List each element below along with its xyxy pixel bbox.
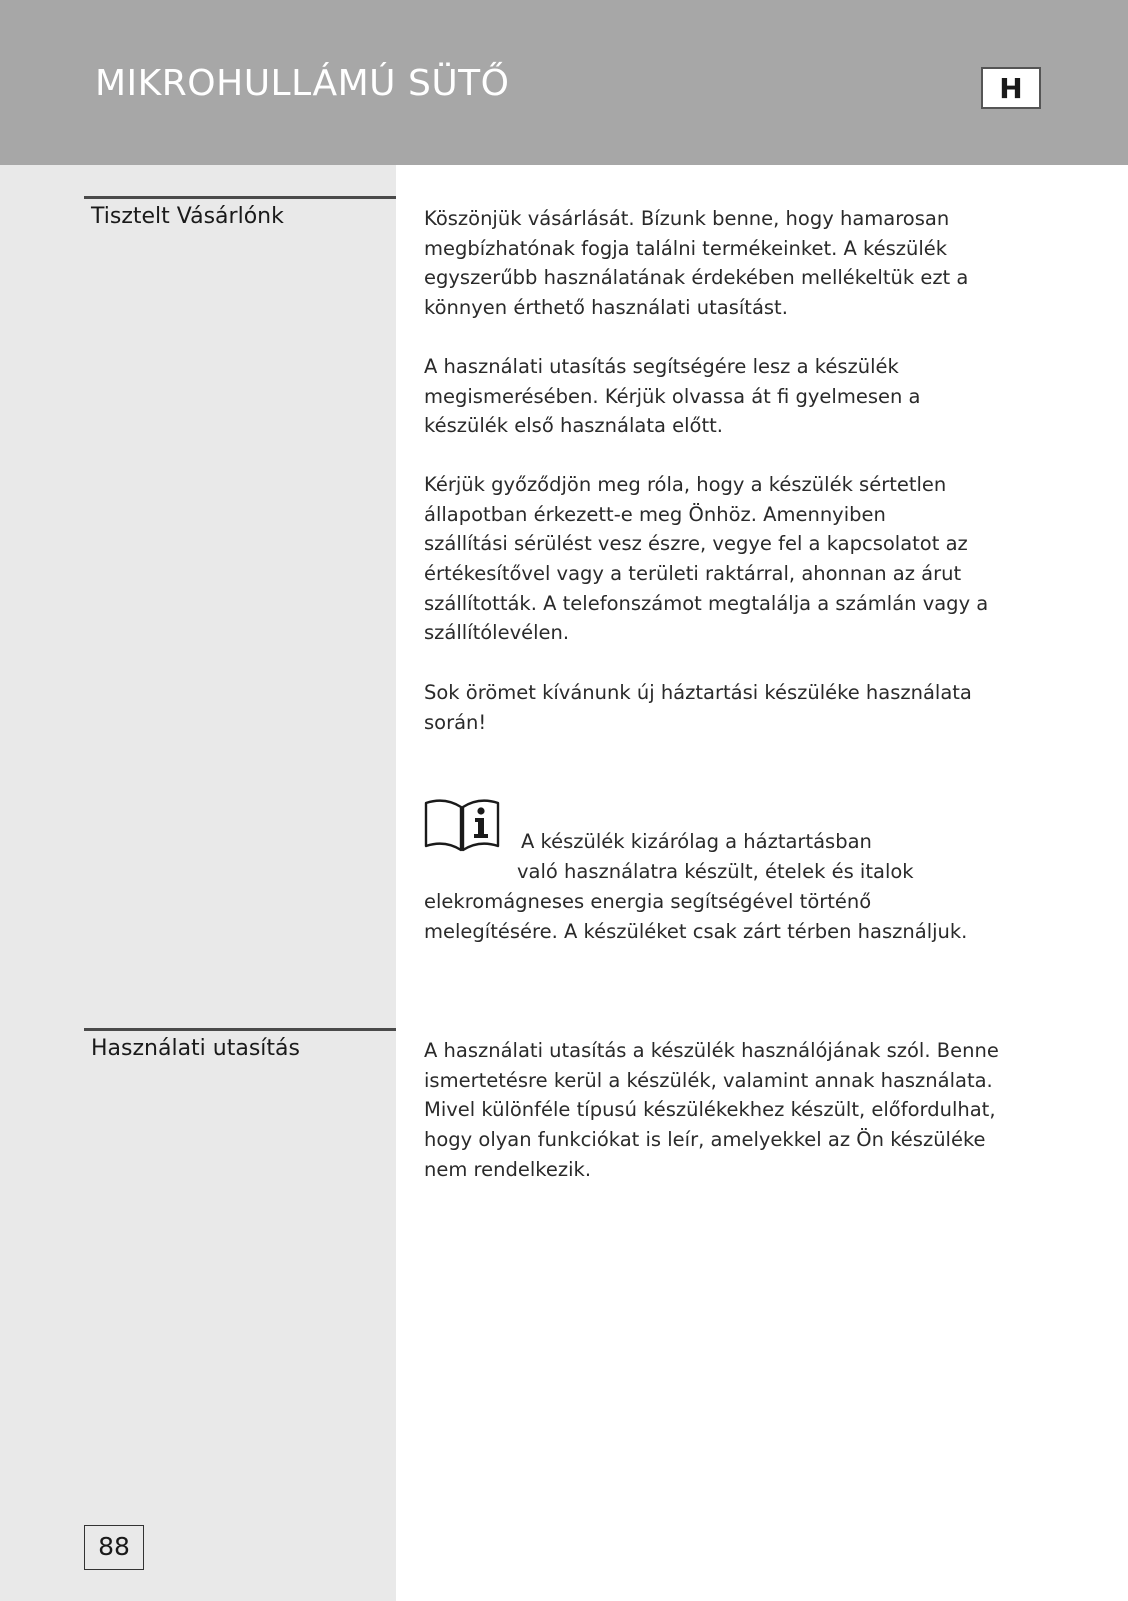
text-line: Mivel különféle típusú készülékekhez készült, előfordulhat, [424,1098,996,1122]
paragraph-thanks [424,204,1054,323]
text-line: könnyen érthető használati utasítást. [424,296,788,320]
text-line: ismertetésre kerül a készülék, valamint annak használata. [424,1068,993,1092]
section-heading-user-manual: Használati utasítás [91,1036,300,1061]
text-line: szállítólevélen. [424,621,570,645]
paragraph-manual-help [424,352,1054,441]
info-book-icon [424,798,500,854]
page-title: MIKROHULLÁMÚ SÜTŐ [95,63,510,104]
text-line: állapotban érkezett-e meg Önhöz. Amennyiben [424,502,886,526]
info-note-line: melegítésére. A készüléket csak zárt térben használjuk. [424,920,968,943]
section-heading-dear-customer: Tisztelt Vásárlónk [91,204,284,229]
side-panel [0,165,396,1601]
text-line: nem rendelkezik. [424,1157,592,1181]
info-note-line: A készülék kizárólag a háztartásban [521,830,872,853]
text-line: A használati utasítás segítségére lesz a készülék [424,355,899,378]
text-line: megismerésében. Kérjük olvassa át fi gyelmesen a [424,384,921,408]
language-badge: H [981,67,1041,109]
text-line: Sok örömet kívánunk új háztartási készüléke használata [424,681,972,704]
text-line: megbízhatónak fogja találni termékeinket. A készülék [424,236,948,260]
text-line: szállítási sérülést vesz észre, vegye fel a kapcsolatot az [424,532,968,556]
text-line: egyszerűbb használatának érdekében mellékeltük ezt a [424,266,969,290]
text-line: értékesítővel vagy a területi raktárral, ahonnan az árut [424,562,962,586]
paragraph-wishes [424,678,1054,737]
text-line: A használati utasítás a készülék használójának szól. Benne [424,1039,999,1062]
info-note-line: való használatra készült, ételek és italok [517,860,914,883]
section-divider [84,1028,396,1031]
text-line: hogy olyan funkciókat is leír, amelyekkel az Ön készüléke [424,1128,986,1152]
text-line: Köszönjük vásárlását. Bízunk benne, hogy hamarosan [424,207,950,230]
info-note-line: elekromágneses energia segítségével történő [424,890,872,913]
page-header [0,0,1128,165]
page-number: 88 [84,1525,144,1570]
text-line: Kérjük győződjön meg róla, hogy a készülék sértetlen [424,473,947,496]
text-line: készülék első használata előtt. [424,414,723,438]
paragraph-check-delivery [424,470,1054,648]
paragraph-manual-scope [424,1036,1054,1184]
text-line: során! [424,710,487,734]
section-divider [84,196,396,199]
text-line: szállították. A telefonszámot megtalálja a számlán vagy a [424,591,989,615]
